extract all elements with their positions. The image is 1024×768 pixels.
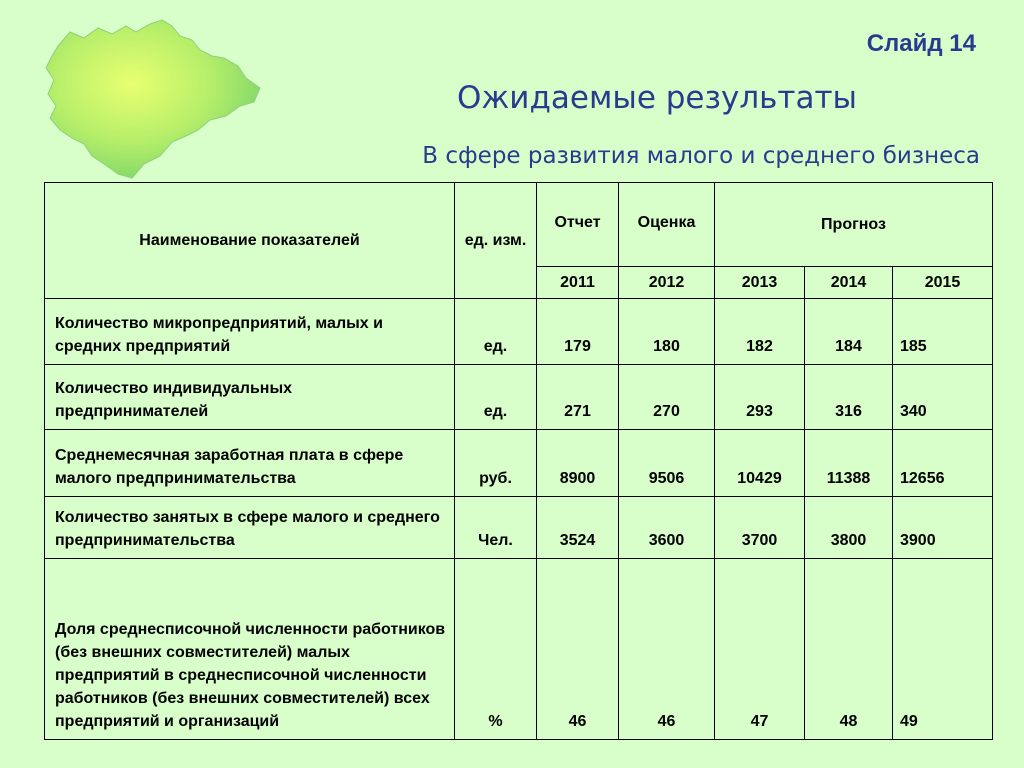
value-2015: 185 [893,299,993,365]
value-2014: 316 [805,365,893,430]
header-report: Отчет [537,183,619,267]
page-subtitle: В сфере развития малого и среднего бизнеса [422,143,980,169]
year-2014: 2014 [805,267,893,299]
value-2012: 180 [619,299,715,365]
header-unit: ед. изм. [455,183,537,299]
page-title: Ожидаемые результаты [456,80,858,116]
row-name: Количество индивидуальных предпринимателей [45,365,455,430]
value-2012: 46 [619,559,715,740]
results-table [44,182,993,740]
year-2015: 2015 [893,267,993,299]
value-2011: 179 [537,299,619,365]
header-name: Наименование показателей [45,183,455,299]
table-row [45,559,993,740]
header-estimate: Оценка [619,183,715,267]
value-2012: 9506 [619,430,715,497]
value-2013: 182 [715,299,805,365]
table-row [45,365,993,430]
value-2011: 3524 [537,497,619,559]
value-2014: 3800 [805,497,893,559]
value-2015: 49 [893,559,993,740]
value-2014: 48 [805,559,893,740]
value-2014: 184 [805,299,893,365]
value-2011: 46 [537,559,619,740]
row-unit: % [455,559,537,740]
table-header-row [45,183,993,267]
row-name: Доля среднесписочной численности работников (без внешних совместителей) малых предприятий в среднесписочной численности работников (без внешних совместителей) всех предприятий и организаций [45,559,455,740]
value-2015: 3900 [893,497,993,559]
value-2014: 11388 [805,430,893,497]
value-2011: 8900 [537,430,619,497]
table-row [45,299,993,365]
row-unit: ед. [455,365,537,430]
table-row [45,497,993,559]
value-2012: 270 [619,365,715,430]
value-2013: 293 [715,365,805,430]
row-unit: руб. [455,430,537,497]
slide-number: Слайд 14 [866,30,976,57]
value-2012: 3600 [619,497,715,559]
row-unit: Чел. [455,497,537,559]
value-2015: 12656 [893,430,993,497]
row-name: Среднемесячная заработная плата в сфере малого предпринимательства [45,430,455,497]
value-2013: 10429 [715,430,805,497]
value-2011: 271 [537,365,619,430]
table-row [45,430,993,497]
value-2013: 47 [715,559,805,740]
row-name: Количество занятых в сфере малого и среднего предпринимательства [45,497,455,559]
row-unit: ед. [455,299,537,365]
year-2013: 2013 [715,267,805,299]
value-2013: 3700 [715,497,805,559]
year-2012: 2012 [619,267,715,299]
row-name: Количество микропредприятий, малых и средних предприятий [45,299,455,365]
value-2015: 340 [893,365,993,430]
header-forecast: Прогноз [715,183,993,267]
year-2011: 2011 [537,267,619,299]
